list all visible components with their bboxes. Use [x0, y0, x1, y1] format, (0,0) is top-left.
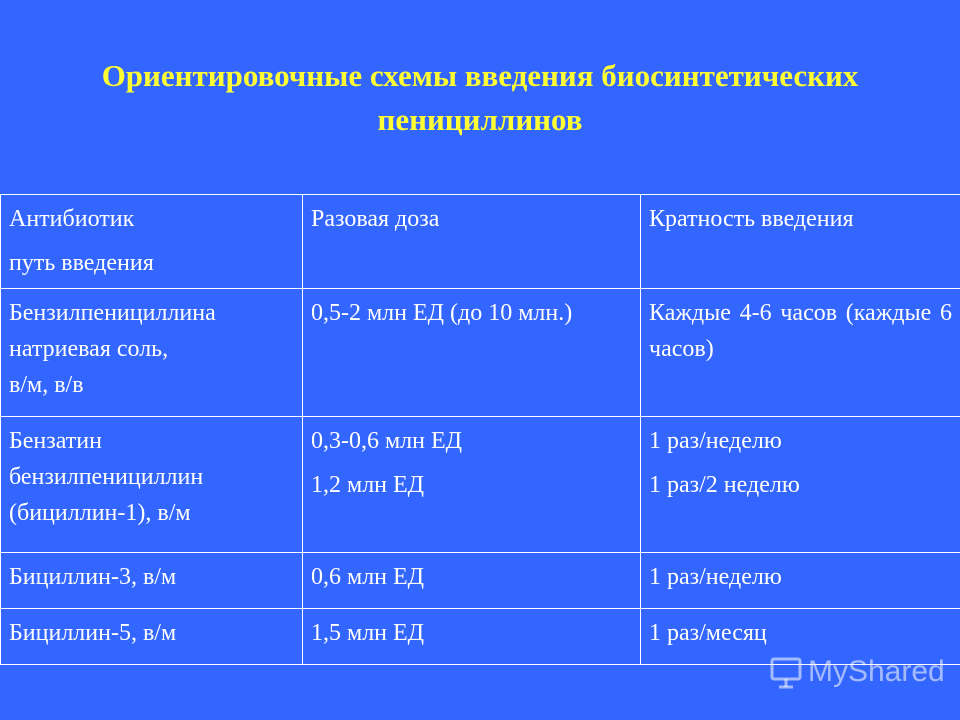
header-antibiotic-line2: путь введения — [9, 250, 154, 276]
drug-line: бензилпенициллин — [9, 464, 204, 490]
table-row — [1, 289, 960, 417]
drug-cell — [1, 417, 303, 553]
page-title — [20, 54, 940, 142]
header-dose: Разовая доза — [303, 195, 641, 289]
header-frequency: Кратность введения — [641, 195, 960, 289]
drug-line: (бициллин-1), в/м — [9, 500, 191, 526]
header-antibiotic-line1: Антибиотик — [9, 206, 135, 232]
dose-cell: 0,6 млн ЕД — [303, 553, 641, 609]
frequency-cell — [641, 417, 960, 553]
frequency-cell: 1 раз/неделю — [641, 553, 960, 609]
table-header-row — [1, 195, 960, 289]
frequency-cell: Каждые 4-6 часов (каждые 6 часов) — [641, 289, 960, 417]
drug-line: Бензатин — [9, 428, 102, 454]
drug-line: в/м, в/в — [9, 372, 84, 398]
table-row — [1, 417, 960, 553]
dose-line: 1,2 млн ЕД — [311, 472, 425, 498]
title-line-1: Ориентировочные схемы введения биосинтетических — [101, 58, 859, 93]
drug-line: Бензилпенициллина — [9, 300, 216, 326]
frequency-line: 1 раз/2 неделю — [649, 472, 800, 498]
watermark — [770, 655, 945, 689]
frequency-cell: 1 раз/месяц — [641, 609, 960, 665]
header-antibiotic — [1, 195, 303, 289]
dose-cell: 1,5 млн ЕД — [303, 609, 641, 665]
drug-cell — [1, 289, 303, 417]
title-line-2: пенициллинов — [377, 102, 583, 137]
table-row — [1, 553, 960, 609]
watermark-text: MyShared — [808, 655, 945, 688]
dosage-table — [0, 194, 960, 665]
dose-cell — [303, 417, 641, 553]
presentation-board-icon — [770, 655, 802, 689]
drug-line: натриевая соль, — [9, 336, 169, 362]
drug-cell: Бициллин-5, в/м — [1, 609, 303, 665]
dose-line: 0,3-0,6 млн ЕД — [311, 428, 463, 454]
frequency-line: 1 раз/неделю — [649, 428, 782, 454]
dose-cell: 0,5-2 млн ЕД (до 10 млн.) — [303, 289, 641, 417]
drug-cell: Бициллин-3, в/м — [1, 553, 303, 609]
